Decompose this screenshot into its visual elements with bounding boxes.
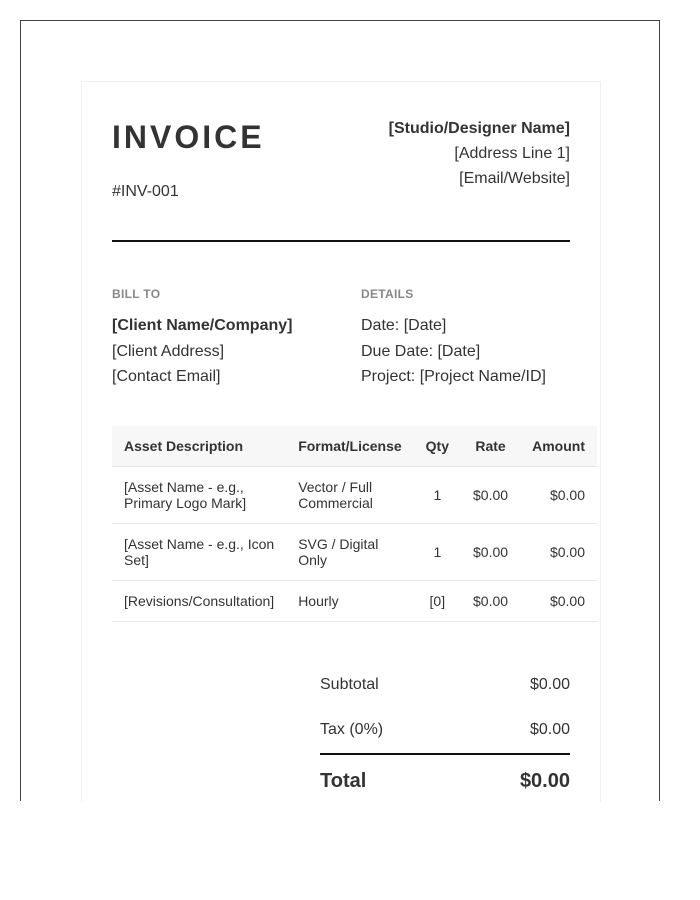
cell-rate: $0.00 — [461, 581, 520, 622]
totals-section — [320, 670, 570, 793]
details-section — [361, 287, 546, 390]
cell-format-license: Vector / Full Commercial — [286, 467, 413, 524]
bill-to-section — [112, 287, 292, 390]
header-amount: Amount — [520, 426, 597, 467]
invoice-number: #INV-001 — [112, 183, 179, 200]
cell-description: [Asset Name - e.g., Primary Logo Mark] — [112, 467, 286, 524]
due-date: Due Date: [Date] — [361, 342, 481, 360]
subtotal-row — [320, 670, 570, 715]
line-items-table — [112, 426, 597, 622]
cell-amount: $0.00 — [520, 524, 597, 581]
header-qty: Qty — [414, 426, 461, 467]
subtotal-label: Subtotal — [320, 676, 379, 693]
bill-to-label: BILL TO — [112, 287, 161, 301]
header-format-license: Format/License — [286, 426, 413, 467]
cell-description: [Revisions/Consultation] — [112, 581, 286, 622]
studio-name: [Studio/Designer Name] — [388, 120, 570, 137]
tax-value: $0.00 — [529, 721, 570, 738]
studio-email-website: [Email/Website] — [459, 170, 570, 187]
total-label: Total — [320, 770, 367, 792]
client-address: [Client Address] — [112, 342, 225, 360]
invoice-title: INVOICE — [112, 119, 265, 155]
cell-qty: [0] — [414, 581, 461, 622]
cell-format-license: SVG / Digital Only — [286, 524, 413, 581]
client-name: [Client Name/Company] — [112, 317, 293, 334]
cell-amount: $0.00 — [520, 581, 597, 622]
cell-format-license: Hourly — [286, 581, 413, 622]
cell-description: [Asset Name - e.g., Icon Set] — [112, 524, 286, 581]
header-description: Asset Description — [112, 426, 286, 467]
table-row — [112, 524, 597, 581]
cell-rate: $0.00 — [461, 467, 520, 524]
details-label: DETAILS — [361, 287, 414, 301]
invoice-date: Date: [Date] — [361, 317, 447, 334]
table-row — [112, 581, 597, 622]
cell-qty: 1 — [414, 524, 461, 581]
cell-amount: $0.00 — [520, 467, 597, 524]
client-email: [Contact Email] — [112, 368, 221, 385]
cell-qty: 1 — [414, 467, 461, 524]
subtotal-value: $0.00 — [529, 676, 570, 693]
studio-info — [389, 116, 570, 191]
total-value: $0.00 — [519, 770, 570, 792]
table-row — [112, 467, 597, 524]
studio-address: [Address Line 1] — [454, 145, 570, 162]
table-header-row — [112, 426, 597, 467]
cell-rate: $0.00 — [461, 524, 520, 581]
header-rate: Rate — [461, 426, 520, 467]
tax-label: Tax (0%) — [320, 721, 384, 738]
header-divider — [112, 240, 570, 242]
total-row — [320, 769, 570, 793]
project-id: Project: [Project Name/ID] — [361, 368, 546, 385]
